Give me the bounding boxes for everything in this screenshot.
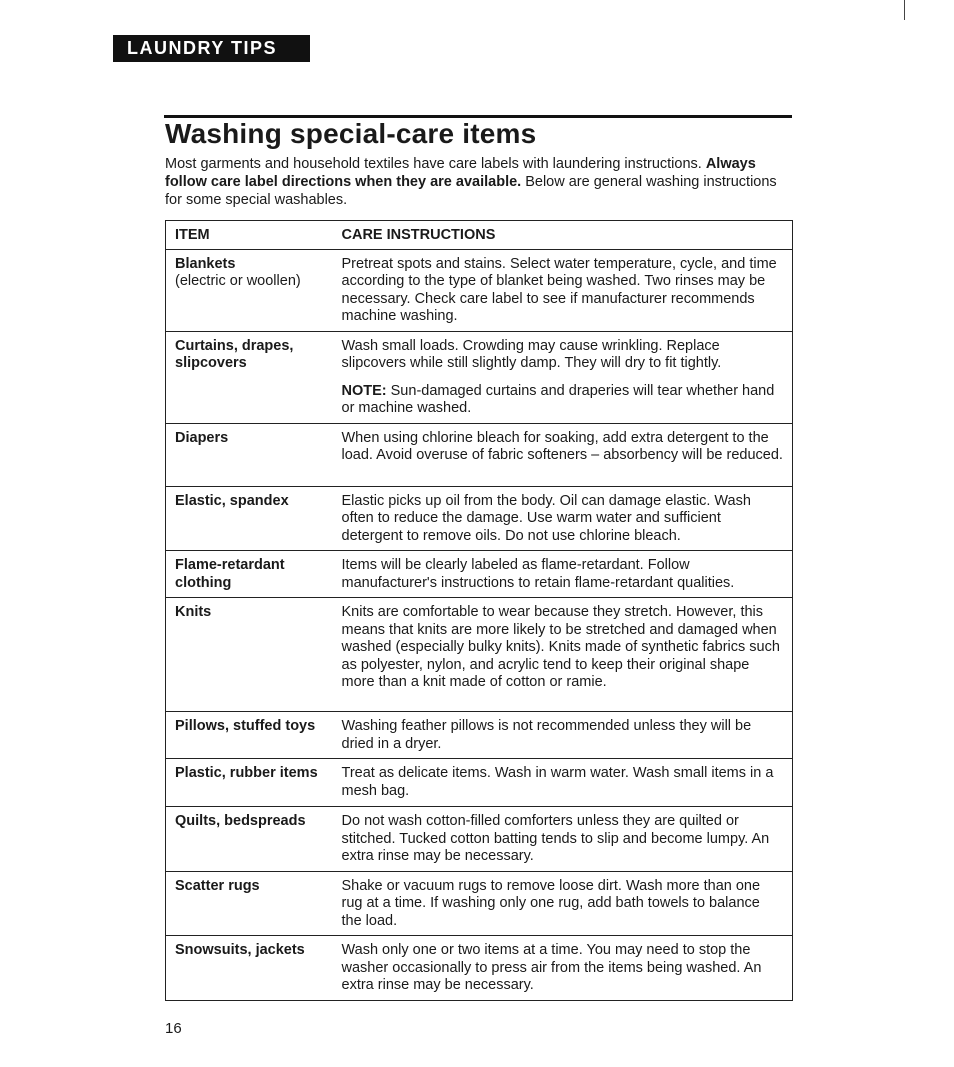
table-row xyxy=(166,551,793,598)
item-cell: Knits xyxy=(166,598,333,712)
care-cell: Shake or vacuum rugs to remove loose dirt. Wash more than one rug at a time. If washing only one rug, add bath towels to balance the load. xyxy=(333,871,793,936)
care-cell: Items will be clearly labeled as flame-retardant. Follow manufacturer's instructions to retain flame-retardant qualities. xyxy=(333,551,793,598)
item-cell: Plastic, rubber items xyxy=(166,759,333,807)
item-subtitle: (electric or woollen) xyxy=(175,273,301,289)
item-cell: Scatter rugs xyxy=(166,871,333,936)
table-row xyxy=(166,331,793,423)
item-cell: Flame-retardant clothing xyxy=(166,551,333,598)
section-tab: LAUNDRY TIPS xyxy=(113,35,310,62)
care-note xyxy=(342,383,785,418)
header-care-instructions: CARE INSTRUCTIONS xyxy=(333,221,793,250)
item-name: Blankets xyxy=(175,255,236,272)
item-cell xyxy=(166,249,333,331)
table-row xyxy=(166,712,793,759)
table-row xyxy=(166,759,793,807)
care-cell: Wash only one or two items at a time. You may need to stop the washer occasionally to press air from the items being washed. An extra rinse may be necessary. xyxy=(333,936,793,1001)
page-number: 16 xyxy=(165,1020,182,1037)
care-text: Wash small loads. Crowding may cause wrinkling. Replace slipcovers while still slightly damp. They will dry to fit tightly. xyxy=(341,337,722,371)
table-row xyxy=(166,807,793,872)
table-row xyxy=(166,249,793,331)
intro-paragraph xyxy=(165,155,790,209)
intro-text-before: Most garments and household textiles have care labels with laundering instructions. xyxy=(165,156,706,172)
intro-bold-text: Always follow care label directions when they are available. xyxy=(165,156,756,190)
care-table xyxy=(165,220,793,1001)
care-cell: When using chlorine bleach for soaking, add extra detergent to the load. Avoid overuse of fabric softeners – absorbency will be reduced. xyxy=(333,423,793,486)
item-cell: Curtains, drapes, slipcovers xyxy=(166,331,333,423)
item-cell: Diapers xyxy=(166,423,333,486)
table-row xyxy=(166,486,793,551)
note-text: Sun-damaged curtains and draperies will tear whether hand or machine washed. xyxy=(341,382,775,416)
table-row xyxy=(166,936,793,1001)
care-cell: Elastic picks up oil from the body. Oil can damage elastic. Wash often to reduce the damage. Use warm water and sufficient detergent to remove oils. Do not use chlorine bleach. xyxy=(333,486,793,551)
care-cell: Knits are comfortable to wear because they stretch. However, this means that knits are more likely to be stretched and damaged when washed (especially bulky knits). Knits made of synthetic fabrics such as polyester, nylon, and acrylic tend to keep their original shape more than a knit made of cotton or ramie. xyxy=(333,598,793,712)
page-title: Washing special-care items xyxy=(165,118,537,149)
item-cell: Quilts, bedspreads xyxy=(166,807,333,872)
table-row xyxy=(166,598,793,712)
care-cell: Pretreat spots and stains. Select water temperature, cycle, and time according to the type of blanket being washed. Two rinses may be necessary. Check care label to see if manufacturer recommends machine washing. xyxy=(333,249,793,331)
item-cell: Elastic, spandex xyxy=(166,486,333,551)
item-cell: Pillows, stuffed toys xyxy=(166,712,333,759)
page-edge-mark xyxy=(904,0,905,20)
care-cell xyxy=(333,331,793,423)
header-item: ITEM xyxy=(166,221,333,250)
table-header-row xyxy=(166,221,793,250)
intro-text-after: Below are general washing instructions for some special washables. xyxy=(165,174,777,208)
care-cell: Washing feather pillows is not recommended unless they will be dried in a dryer. xyxy=(333,712,793,759)
care-cell: Treat as delicate items. Wash in warm water. Wash small items in a mesh bag. xyxy=(333,759,793,807)
item-cell: Snowsuits, jackets xyxy=(166,936,333,1001)
table-row xyxy=(166,423,793,486)
note-label: NOTE: xyxy=(341,382,387,399)
care-cell: Do not wash cotton-filled comforters unless they are quilted or stitched. Tucked cotton batting tends to slip and become lumpy. An extra rinse may be necessary. xyxy=(333,807,793,872)
table-row xyxy=(166,871,793,936)
